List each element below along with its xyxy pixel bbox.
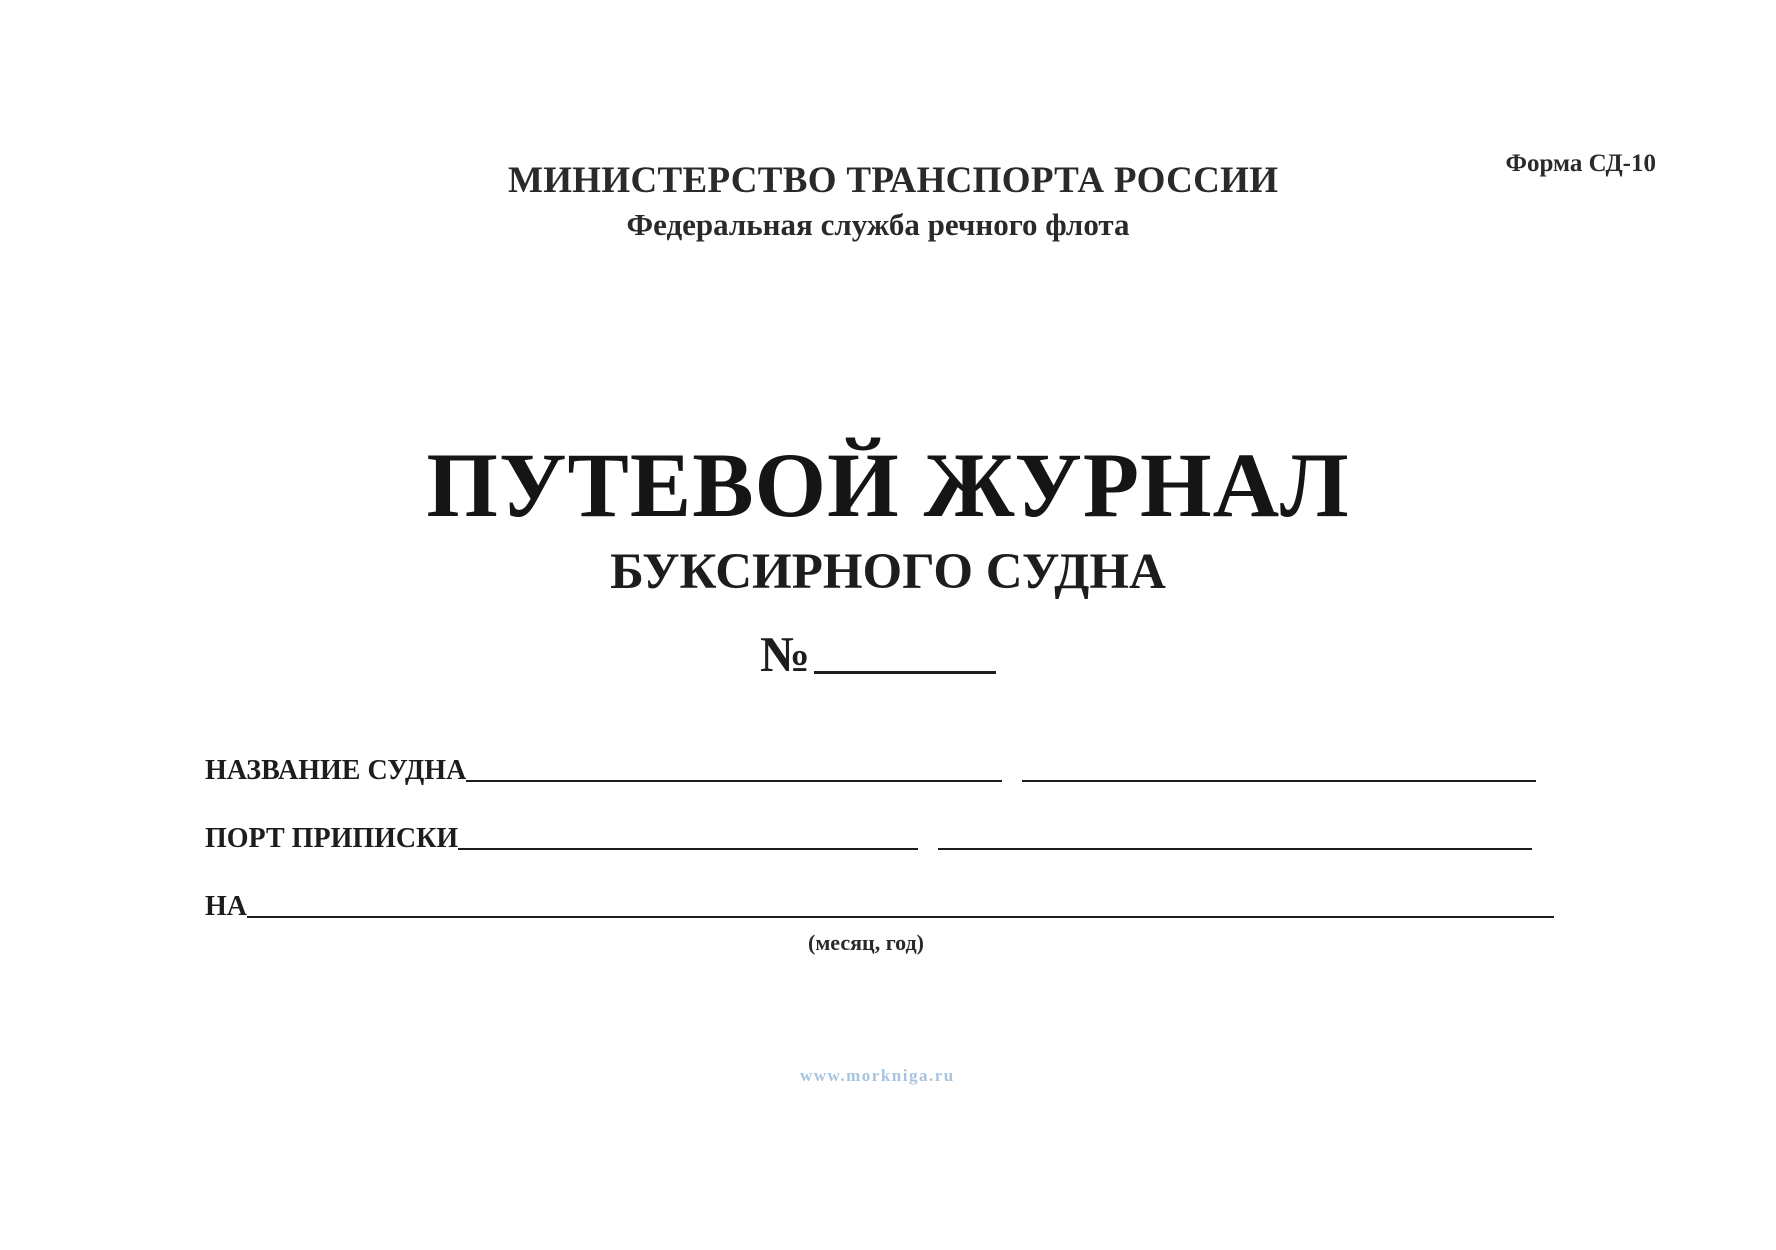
ministry-name: МИНИСТЕРСТВО ТРАНСПОРТА РОССИИ bbox=[508, 160, 1279, 201]
vessel-name-blank-1 bbox=[466, 780, 1002, 782]
document-title: ПУТЕВОЙ ЖУРНАЛ bbox=[426, 434, 1350, 536]
journal-number-blank bbox=[814, 671, 996, 674]
period-hint: (месяц, год) bbox=[808, 930, 924, 955]
service-name: Федеральная служба речного флота bbox=[626, 207, 1130, 242]
form-code: Форма СД-10 bbox=[1505, 150, 1656, 177]
vessel-name-field bbox=[205, 748, 1536, 788]
journal-number-row bbox=[760, 624, 996, 684]
period-label: НА bbox=[205, 891, 247, 922]
watermark: www.morkniga.ru bbox=[800, 1066, 955, 1085]
period-blank bbox=[247, 916, 1554, 918]
document-subtitle: БУКСИРНОГО СУДНА bbox=[610, 544, 1166, 600]
vessel-name-label: НАЗВАНИЕ СУДНА bbox=[205, 755, 467, 786]
home-port-blank-1 bbox=[458, 848, 918, 850]
home-port-blank-2 bbox=[938, 848, 1532, 850]
vessel-name-blank-2 bbox=[1022, 780, 1536, 782]
header bbox=[508, 158, 1279, 246]
home-port-field bbox=[205, 816, 1532, 856]
home-port-label: ПОРТ ПРИПИСКИ bbox=[205, 823, 459, 854]
title-block bbox=[388, 430, 1388, 604]
number-sign: № bbox=[760, 626, 811, 682]
period-field bbox=[205, 884, 1554, 924]
